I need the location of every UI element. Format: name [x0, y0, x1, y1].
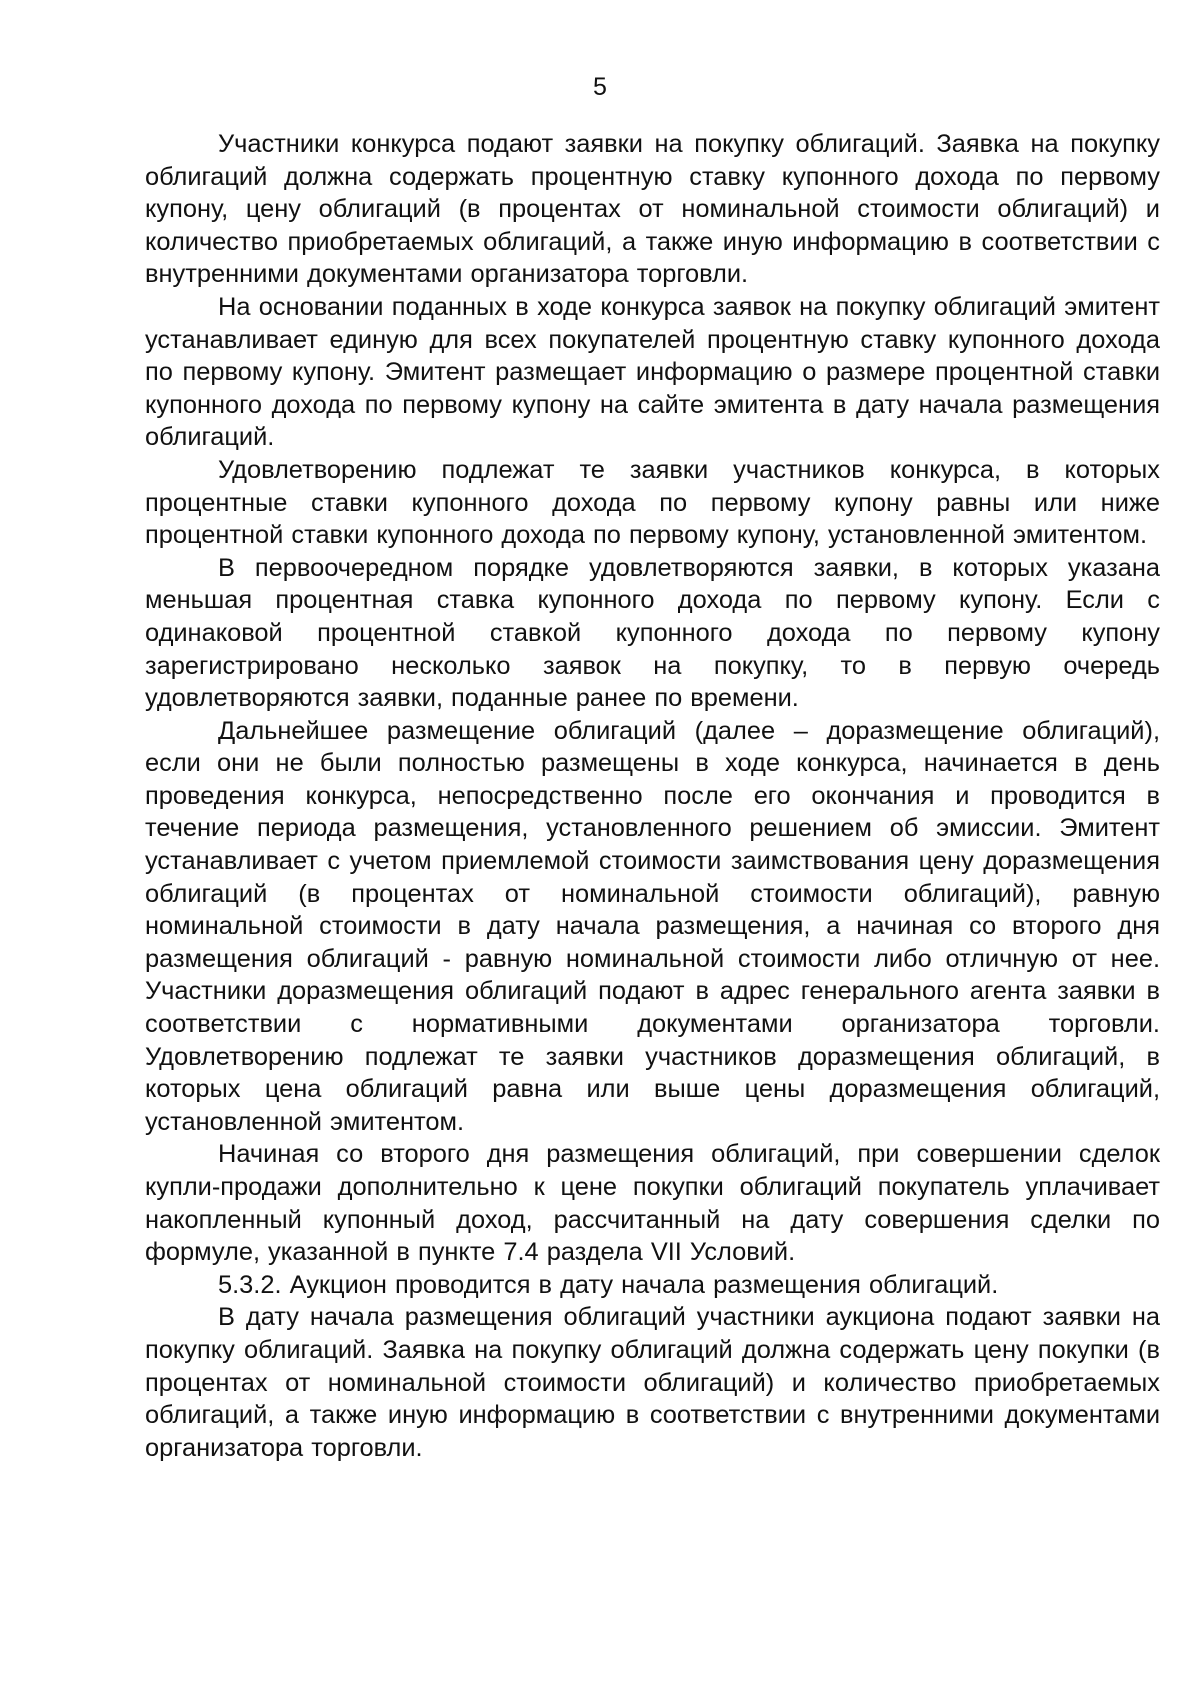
paragraph-7-section-heading: 5.3.2. Аукцион проводится в дату начала размещения облигаций. — [218, 1270, 999, 1299]
paragraph-2: На основании поданных в ходе конкурса заявок на покупку облигаций эмитент устанавливает единую для всех покупателей процентную ставку купонного дохода по первому купону. Эмитент размещает информацию о размере процентной ставки купонного дохода по первому купону на сайте эмитента в дату начала размещения облигаций. — [145, 292, 1160, 452]
document-body — [145, 128, 1160, 1464]
paragraph-3: Удовлетворению подлежат те заявки участников конкурса, в которых процентные ставки купонного дохода по первому купону равны или ниже процентной ставки купонного дохода по первому купону, установленной эмитентом. — [145, 455, 1160, 550]
paragraph-4: В первоочередном порядке удовлетворяются заявки, в которых указана меньшая процентная ставка купонного дохода по первому купону. Если с одинаковой процентной ставкой купонного дохода по первому купону зарегистрировано несколько заявок на покупку, то в первую очередь удовлетворяются заявки, поданные ранее по времени. — [145, 553, 1160, 713]
paragraph-6: Начиная со второго дня размещения облигаций, при совершении сделок купли-продажи дополнительно к цене покупки облигаций покупатель уплачивает накопленный купонный доход, рассчитанный на дату совершения сделки по формуле, указанной в пункте 7.4 раздела VII Условий. — [145, 1140, 1160, 1267]
paragraph-1: Участники конкурса подают заявки на покупку облигаций. Заявка на покупку облигаций должна содержать процентную ставку купонного дохода по первому купону, цену облигаций (в процентах от номинальной стоимости облигаций) и количество приобретаемых облигаций, а также иную информацию в соответствии с внутренними документами организатора торговли. — [145, 130, 1160, 289]
paragraph-8: В дату начала размещения облигаций участники аукциона подают заявки на покупку облигаций. Заявка на покупку облигаций должна содержать цену покупки (в процентах от номинальной стоимости облигаций) и количество приобретаемых облигаций, а также иную информацию в соответствии с внутренними документами организатора торговли. — [145, 1303, 1160, 1462]
paragraph-5: Дальнейшее размещение облигаций (далее – доразмещение облигаций), если они не были полностью размещены в ходе конкурса, начинается в день проведения конкурса, непосредственно после его окончания и проводится в течение периода размещения, установленного решением об эмиссии. Эмитент устанавливает с учетом приемлемой стоимости заимствования цену доразмещения облигаций (в процентах от номинальной стоимости облигаций), равную номинальной стоимости в дату начала размещения, а начиная со второго дня размещения облигаций - равную номинальной стоимости либо отличную от нее. Участники доразмещения облигаций подают в адрес генерального агента заявки в соответствии с нормативными документами организатора торговли. Удовлетворению подлежат те заявки участников доразмещения облигаций, в которых цена облигаций равна или выше цены доразмещения облигаций, установленной эмитентом. — [145, 716, 1160, 1136]
page-number: 5 — [593, 73, 607, 101]
